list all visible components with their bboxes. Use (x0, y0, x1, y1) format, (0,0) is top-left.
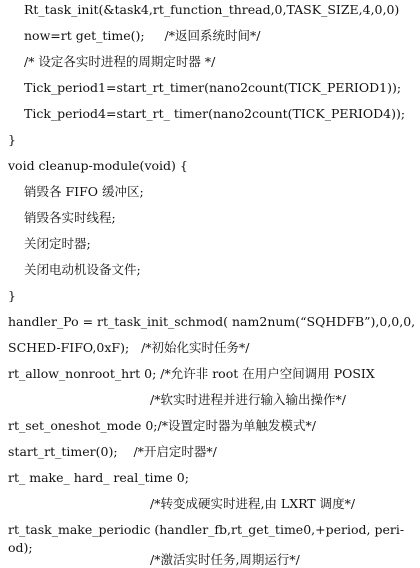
code-line: rt_task_make_periodic (handler_fb,rt_get_time0,+period, peri- (8, 522, 405, 537)
code-line: handler_Po = rt_task_init_schmod( nam2num(“SQHDFB”),0,0,0, (8, 314, 416, 329)
code-line: } (8, 288, 16, 303)
code-line: /* 设定各实时进程的周期定时器 */ (24, 54, 216, 69)
code-line: Tick_period4=start_rt_ timer(nano2count(TICK_PERIOD4)); (24, 106, 406, 121)
code-line: od); (8, 540, 33, 555)
code-line: start_rt_timer(0); /*开启定时器*/ (8, 444, 217, 459)
code-line: 关闭电动机设备文件; (24, 262, 141, 277)
code-line: SCHED-FIFO,0xF); /*初始化实时任务*/ (8, 340, 250, 355)
code-comment-line: /*软实时进程并进行输入输出操作*/ (150, 392, 346, 407)
code-line: rt_allow_nonroot_hrt 0; /*允许非 root 在用户空间调用 POSIX (8, 366, 375, 381)
code-comment-line: /*激活实时任务,周期运行*/ (150, 552, 300, 567)
code-line: Tick_period1=start_rt_timer(nano2count(TICK_PERIOD1)); (24, 80, 402, 95)
code-line: } (8, 132, 16, 147)
code-line: 销毁各 FIFO 缓冲区; (24, 184, 144, 199)
code-line: Rt_task_init(&task4,rt_function_thread,0,TASK_SIZE,4,0,0) (24, 2, 400, 17)
code-line: 关闭定时器; (24, 236, 91, 251)
code-comment-line: /*转变成硬实时进程,由 LXRT 调度*/ (150, 496, 356, 511)
code-line: rt_set_oneshot_mode 0;/*设置定时器为单触发模式*/ (8, 418, 316, 433)
code-line: rt_ make_ hard_ real_time 0; (8, 470, 189, 485)
code-line: 销毁各实时线程; (24, 210, 116, 225)
code-line: now=rt get_time(); /*返回系统时间*/ (24, 28, 261, 43)
code-line: void cleanup-module(void) { (8, 158, 188, 173)
